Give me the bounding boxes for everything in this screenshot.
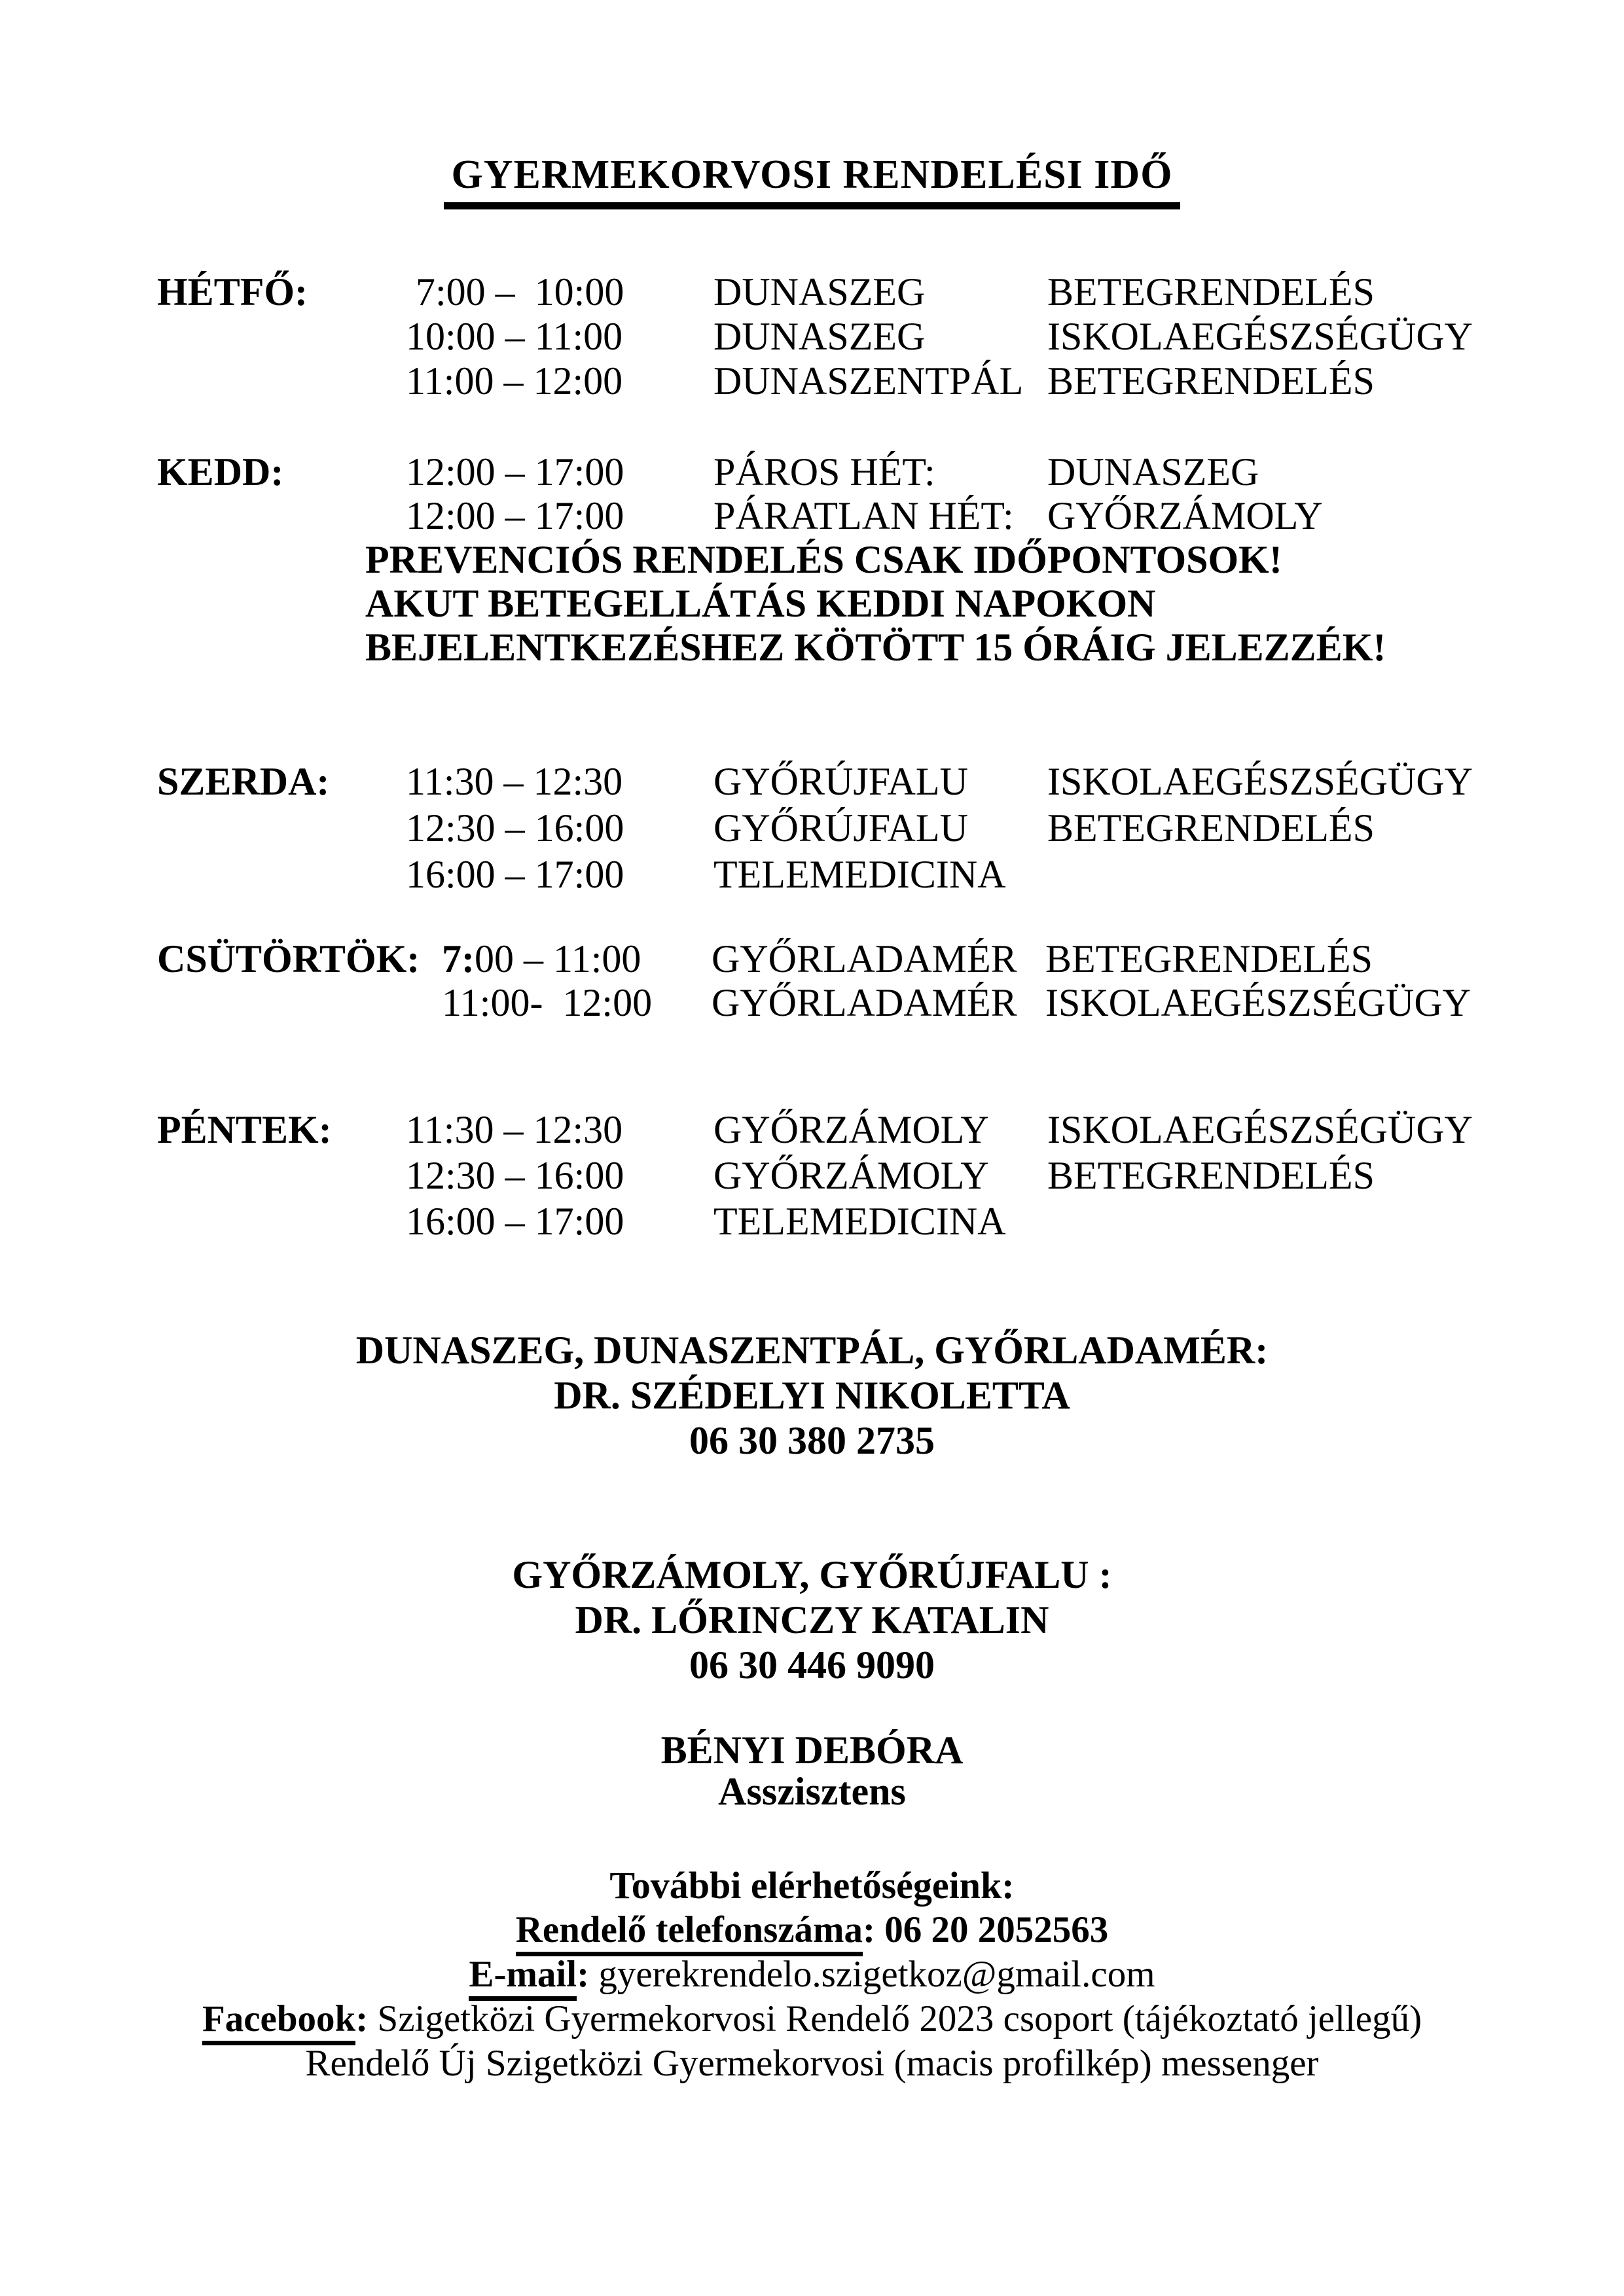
time-range: 11:00 – 12:00 (406, 359, 623, 403)
footer-facebook-line (0, 1997, 1624, 2041)
schedule-row (157, 759, 1624, 805)
time-range: 11:00- 12:00 (442, 981, 653, 1024)
email-separator: : (577, 1954, 599, 1995)
assistant-name: BÉNYI DEBÓRA (660, 1729, 964, 1772)
time-range: 16:00 – 17:00 (406, 853, 624, 896)
service-type: ISKOLAEGÉSZSÉGÜGY (1047, 315, 1473, 358)
doctor-name: DR. LŐRINCZY KATALIN (575, 1598, 1049, 1641)
time-regular-part: 00 – 11:00 (474, 937, 641, 980)
doctor-phone: 06 30 446 9090 (689, 1643, 935, 1687)
time-range: 12:30 – 16:00 (406, 1154, 624, 1197)
time-range: 12:30 – 16:00 (406, 806, 624, 850)
time-range: 7:00 – 10:00 (406, 270, 624, 314)
schedule-row (157, 314, 1624, 359)
day-label-spacer (157, 805, 406, 852)
time-range: 10:00 – 11:00 (406, 315, 623, 358)
schedule-row (157, 494, 1624, 538)
service-type: ISKOLAEGÉSZSÉGÜGY (1047, 760, 1473, 803)
location: DUNASZENTPÁL (713, 359, 1024, 403)
day-label-spacer (157, 314, 406, 359)
footer-contacts (0, 1863, 1624, 2086)
location: TELEMEDICINA (713, 1200, 1006, 1243)
day-label-spacer (157, 1153, 406, 1198)
email-address: gyerekrendelo.szigetkoz@gmail.com (598, 1954, 1155, 1995)
doctor-block-lorinczy (0, 1552, 1624, 1688)
doctor-areas: DUNASZEG, DUNASZENTPÁL, GYŐRLADAMÉR: (355, 1329, 1269, 1372)
time-range: 12:00 – 17:00 (406, 494, 624, 537)
day-label-spacer (157, 359, 406, 403)
office-phone-label: Rendelő telefonszáma (516, 1909, 863, 1956)
week-parity-label: PÁRATLAN HÉT: (713, 494, 1014, 537)
service-type: BETEGRENDELÉS (1047, 359, 1375, 403)
day-label-spacer (157, 981, 442, 1025)
location: TELEMEDICINA (713, 853, 1006, 896)
schedule-row (157, 852, 1624, 898)
service-type: ISKOLAEGÉSZSÉGÜGY (1047, 1108, 1473, 1151)
schedule-row (157, 1198, 1624, 1244)
day-label-spacer (157, 852, 406, 898)
time-range (442, 937, 712, 981)
time-range: 12:00 – 17:00 (406, 450, 624, 493)
schedule-row (157, 937, 1624, 981)
service-type: BETEGRENDELÉS (1047, 1154, 1375, 1197)
day-label-monday: HÉTFŐ: (157, 270, 308, 314)
doctor-name: DR. SZÉDELYI NIKOLETTA (554, 1374, 1070, 1417)
assistant-role: Asszisztens (718, 1770, 906, 1813)
footer-email-line (0, 1952, 1624, 1997)
doctor-phone: 06 30 380 2735 (689, 1419, 935, 1462)
office-phone-number: : 06 20 2052563 (863, 1909, 1109, 1950)
schedule-row (157, 450, 1624, 494)
location: GYŐRÚJFALU (713, 806, 968, 850)
facebook-group-name: Szigetközi Gyermekorvosi Rendelő 2023 csoport (tájékoztató jellegű) (377, 1998, 1422, 2039)
footer-heading: További elérhetőségeink: (609, 1864, 1015, 1907)
schedule-tuesday (157, 450, 1624, 670)
schedule-row (157, 1153, 1624, 1198)
service-type: BETEGRENDELÉS (1047, 270, 1375, 314)
day-label-friday: PÉNTEK: (157, 1108, 332, 1151)
email-label: E-mail (469, 1954, 577, 2001)
tuesday-note-acute: AKUT BETEGELLÁTÁS KEDDI NAPOKON (365, 582, 1156, 625)
location: DUNASZEG (713, 270, 926, 314)
service-type: ISKOLAEGÉSZSÉGÜGY (1045, 981, 1471, 1024)
schedule-friday (157, 1107, 1624, 1244)
facebook-separator: : (355, 1998, 378, 2039)
tuesday-note-signup: BEJELENTKEZÉSHEZ KÖTÖTT 15 ÓRÁIG JELEZZÉK! (365, 626, 1386, 669)
day-label-thursday: CSÜTÖRTÖK: (157, 937, 420, 980)
schedule-row (157, 1107, 1624, 1153)
location: GYŐRZÁMOLY (713, 1154, 989, 1197)
location: DUNASZEG (713, 315, 926, 358)
week-parity-label: PÁROS HÉT: (713, 450, 935, 493)
service-type: BETEGRENDELÉS (1047, 806, 1375, 850)
schedule-wednesday (157, 759, 1624, 898)
schedule-row (157, 270, 1624, 314)
day-label-spacer (157, 494, 406, 538)
schedule-row (157, 359, 1624, 403)
location: GYŐRLADAMÉR (712, 981, 1017, 1024)
location: GYŐRÚJFALU (713, 760, 968, 803)
page-title-text: GYERMEKORVOSI RENDELÉSI IDŐ (444, 152, 1181, 209)
day-label-wednesday: SZERDA: (157, 760, 330, 803)
day-label-tuesday: KEDD: (157, 450, 284, 493)
schedule-monday (157, 270, 1624, 403)
service-type: BETEGRENDELÉS (1045, 937, 1373, 980)
footer-messenger-line: Rendelő Új Szigetközi Gyermekorvosi (macis profilkép) messenger (305, 2043, 1319, 2084)
schedule-row (157, 981, 1624, 1025)
location: DUNASZEG (1047, 450, 1259, 493)
time-bold-part: 7: (442, 937, 475, 980)
doctor-block-szedelyi (0, 1328, 1624, 1463)
assistant-block (0, 1730, 1624, 1812)
time-range: 11:30 – 12:30 (406, 760, 623, 803)
day-label-spacer (157, 1198, 406, 1244)
footer-phone-line (0, 1908, 1624, 1952)
time-range: 11:30 – 12:30 (406, 1108, 623, 1151)
tuesday-note-prevention: PREVENCIÓS RENDELÉS CSAK IDŐPONTOSOK! (365, 538, 1282, 581)
page-title (0, 151, 1624, 199)
location: GYŐRZÁMOLY (1047, 494, 1323, 537)
location: GYŐRZÁMOLY (713, 1108, 989, 1151)
schedule-thursday (157, 937, 1624, 1025)
time-range: 16:00 – 17:00 (406, 1200, 624, 1243)
location: GYŐRLADAMÉR (712, 937, 1017, 980)
doctor-areas: GYŐRZÁMOLY, GYŐRÚJFALU : (512, 1553, 1112, 1596)
schedule-row (157, 805, 1624, 852)
facebook-label: Facebook (202, 1998, 355, 2045)
